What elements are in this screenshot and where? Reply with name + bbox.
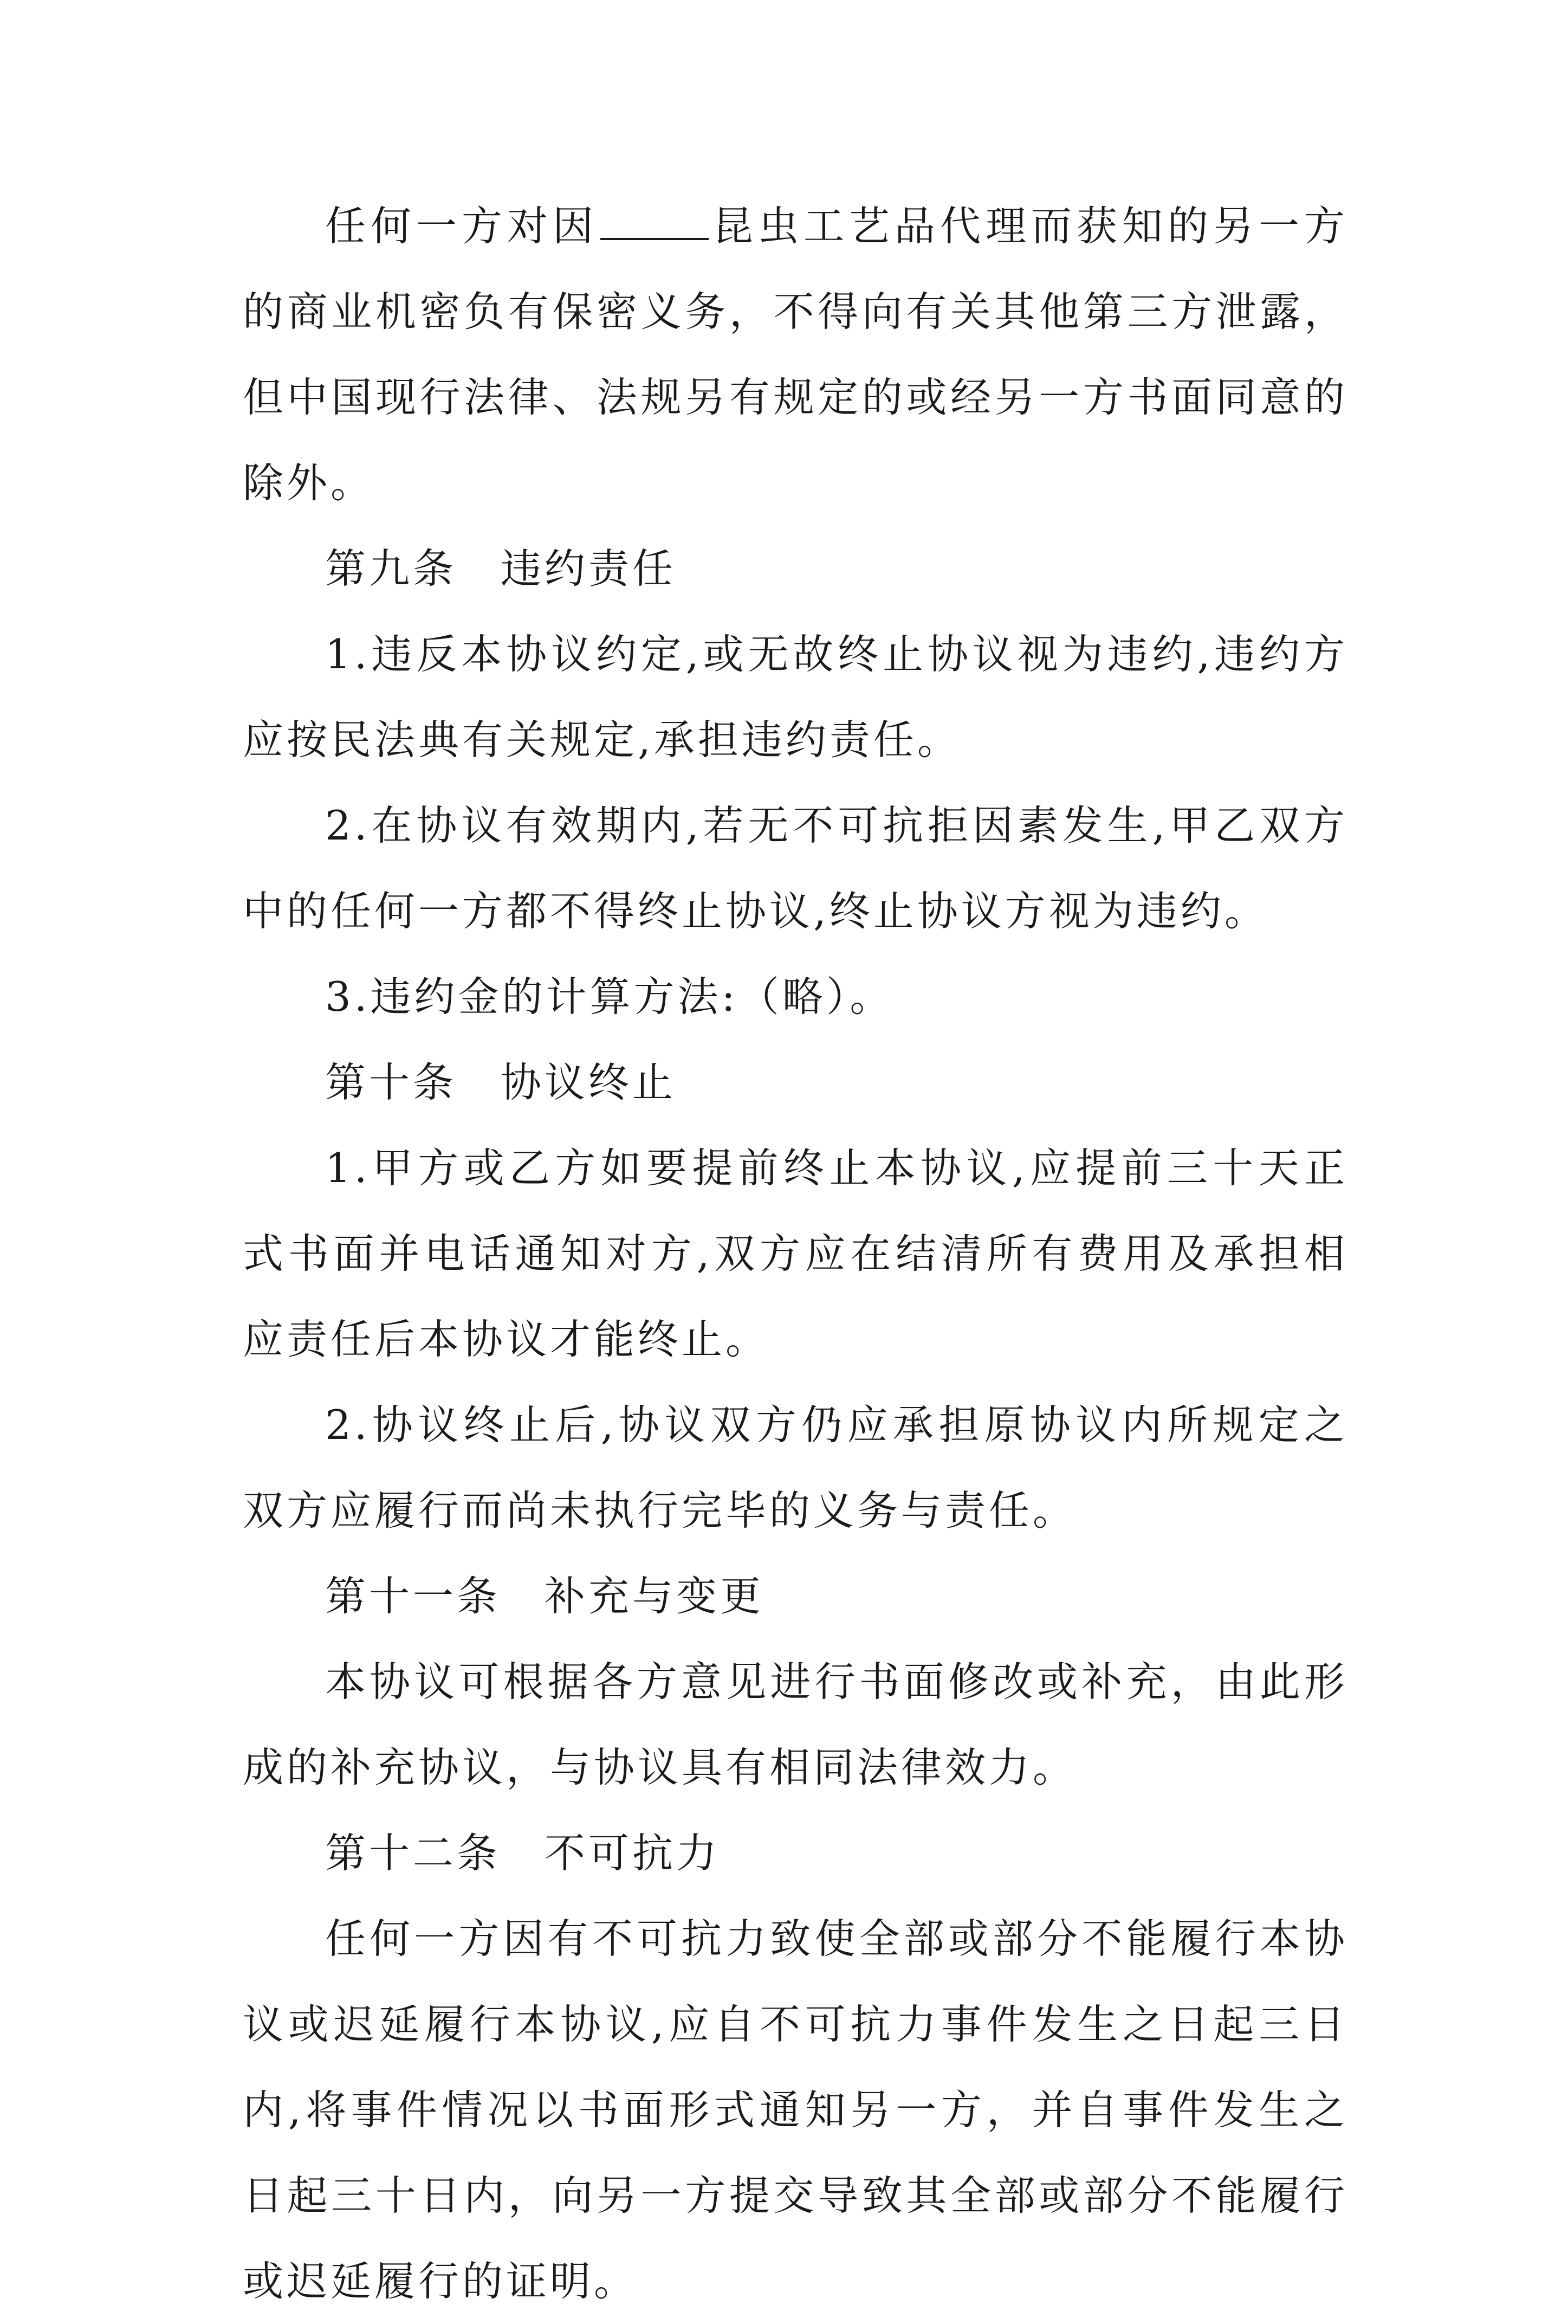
article-9-item-3: 3.违约金的计算方法:（略）。 [325,973,894,1021]
article-11-body: 本协议可根据各方意见进行书面修改或补充，由此形成的补充协议，与协议具有相同法律效力。 [243,1658,1348,1791]
article-9-heading: 第九条 违约责任 [325,545,677,592]
article-10-item-2: 2.协议终止后,协议双方仍应承担原协议内所规定之双方应履行而尚未执行完毕的义务与责任。 [243,1401,1348,1534]
document-body [243,183,1348,2324]
confidentiality-text-end: 昆虫工艺品代理而获知的另一方的商业机密负有保密义务，不得向有关其他第三方泄露，但中国现行法律、法规另有规定的或经另一方书面同意的除外。 [243,202,1348,507]
fill-in-blank [600,200,709,240]
confidentiality-text-start: 任何一方对因 [325,202,598,250]
confidentiality-paragraph [243,183,1348,526]
article-10-item-1: 1.甲方或乙方如要提前终止本协议,应提前三十天正式书面并电话通知对方,双方应在结清所有费用及承担相应责任后本协议才能终止。 [243,1144,1348,1363]
article-12-heading: 第十二条 不可抗力 [325,1829,721,1877]
article-11-heading: 第十一条 补充与变更 [325,1572,764,1620]
article-9-item-2: 2.在协议有效期内,若无不可抗拒因素发生,甲乙双方中的任何一方都不得终止协议,终止协议方视为违约。 [243,802,1348,935]
article-12-body: 任何一方因有不可抗力致使全部或部分不能履行本协议或迟延履行本协议,应自不可抗力事件发生之日起三日内,将事件情况以书面形式通知另一方，并自事件发生之日起三十日内，向另一方提交导致其全部或部分不能履行或迟延履行的证明。 [243,1915,1348,2305]
article-10-heading: 第十条 协议终止 [325,1058,677,1106]
article-9-item-1: 1.违反本协议约定,或无故终止协议视为违约,违约方应按民法典有关规定,承担违约责任。 [243,630,1348,764]
